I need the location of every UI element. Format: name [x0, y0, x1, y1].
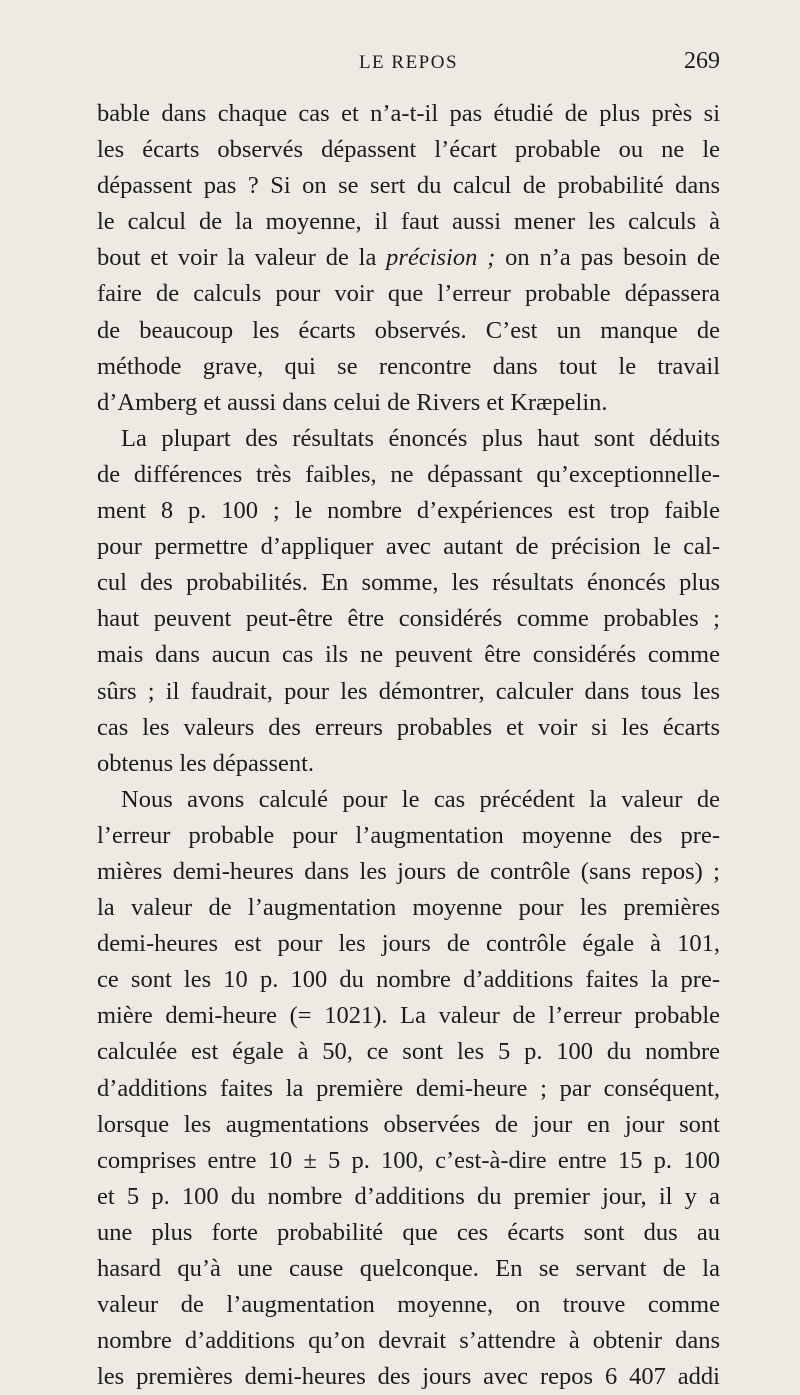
- running-title: LE REPOS: [358, 52, 459, 73]
- text-line: sûrs ; il faudrait, pour les démontrer, calculer dans tous les: [97, 677, 720, 705]
- text-line: hasard qu’à une cause quelconque. En se servant de la: [97, 1255, 720, 1282]
- text-line: les écarts observés dépassent l’écart probable ou ne le: [97, 136, 720, 164]
- text-line: la valeur de l’augmentation moyenne pour les premières: [97, 894, 720, 922]
- text-line: lorsque les augmentations observées de jour en jour sont: [97, 1110, 720, 1138]
- text-line: cas les valeurs des erreurs probables et voir si les écarts: [97, 713, 720, 741]
- text-line: le calcul de la moyenne, il faut aussi mener les calculs à: [97, 208, 720, 236]
- text-line: bable dans chaque cas et n’a-t-il pas étudié de plus près si: [97, 100, 720, 127]
- text-line: méthode grave, qui se rencontre dans tout le travail: [97, 352, 720, 380]
- text-line: mière demi-heure (= 1021). La valeur de l’erreur probable: [97, 1002, 720, 1030]
- text-line: l’erreur probable pour l’augmentation moyenne des pre-: [97, 821, 720, 849]
- text-line: et 5 p. 100 du nombre d’additions du premier jour, il y a: [97, 1182, 720, 1210]
- text-line: une plus forte probabilité que ces écarts sont dus au: [97, 1218, 720, 1246]
- text-line: Nous avons calculé pour le cas précédent la valeur de: [121, 785, 720, 813]
- text-line: ment 8 p. 100 ; le nombre d’expériences est trop faible: [97, 497, 720, 525]
- text-line: calculée est égale à 50, ce sont les 5 p. 100 du nombre: [97, 1038, 720, 1066]
- text-line: La plupart des résultats énoncés plus haut sont déduits: [121, 424, 720, 452]
- text-line: comprises entre 10 ± 5 p. 100, c’est-à-dire entre 15 p. 100: [97, 1146, 720, 1174]
- italic-term: précision ;: [386, 244, 496, 272]
- text-line: mais dans aucun cas ils ne peuvent être considérés comme: [97, 641, 720, 669]
- text-line: faire de calculs pour voir que l’erreur probable dépassera: [97, 280, 720, 308]
- text-line: les premières demi-heures des jours avec repos 6 407 addi: [97, 1363, 720, 1391]
- text-line: ce sont les 10 p. 100 du nombre d’additions faites la pre-: [97, 966, 720, 994]
- text-line: de beaucoup les écarts observés. C’est un manque de: [97, 316, 720, 344]
- text-segment: on n’a pas besoin de: [495, 244, 720, 272]
- text-line: de différences très faibles, ne dépassant qu’exceptionnelle-: [97, 460, 720, 488]
- text-line: nombre d’additions qu’on devrait s’attendre à obtenir dans: [97, 1327, 720, 1355]
- text-line: obtenus les dépassent.: [97, 749, 315, 777]
- running-head: [97, 48, 720, 78]
- text-line: mières demi-heures dans les jours de contrôle (sans repos) ;: [97, 857, 720, 885]
- text-line: d’additions faites la première demi-heure ; par conséquent,: [97, 1074, 720, 1102]
- text-line: valeur de l’augmentation moyenne, on trouve comme: [97, 1291, 720, 1319]
- text-line: d’Amberg et aussi dans celui de Rivers et Kræpelin.: [97, 388, 608, 416]
- body-text: [97, 96, 720, 1395]
- text-line: cul des probabilités. En somme, les résultats énoncés plus: [97, 569, 720, 597]
- text-line: demi-heures est pour les jours de contrôle égale à 101,: [97, 930, 720, 958]
- page-number: 269: [684, 48, 720, 74]
- text-line: haut peuvent peut-être être considérés comme probables ;: [97, 605, 720, 633]
- text-line: dépassent pas ? Si on se sert du calcul de probabilité dans: [97, 172, 720, 200]
- text-segment: bout et voir la valeur de la: [97, 244, 387, 272]
- text-line: [97, 240, 720, 276]
- text-line: pour permettre d’appliquer avec autant de précision le cal-: [97, 533, 720, 561]
